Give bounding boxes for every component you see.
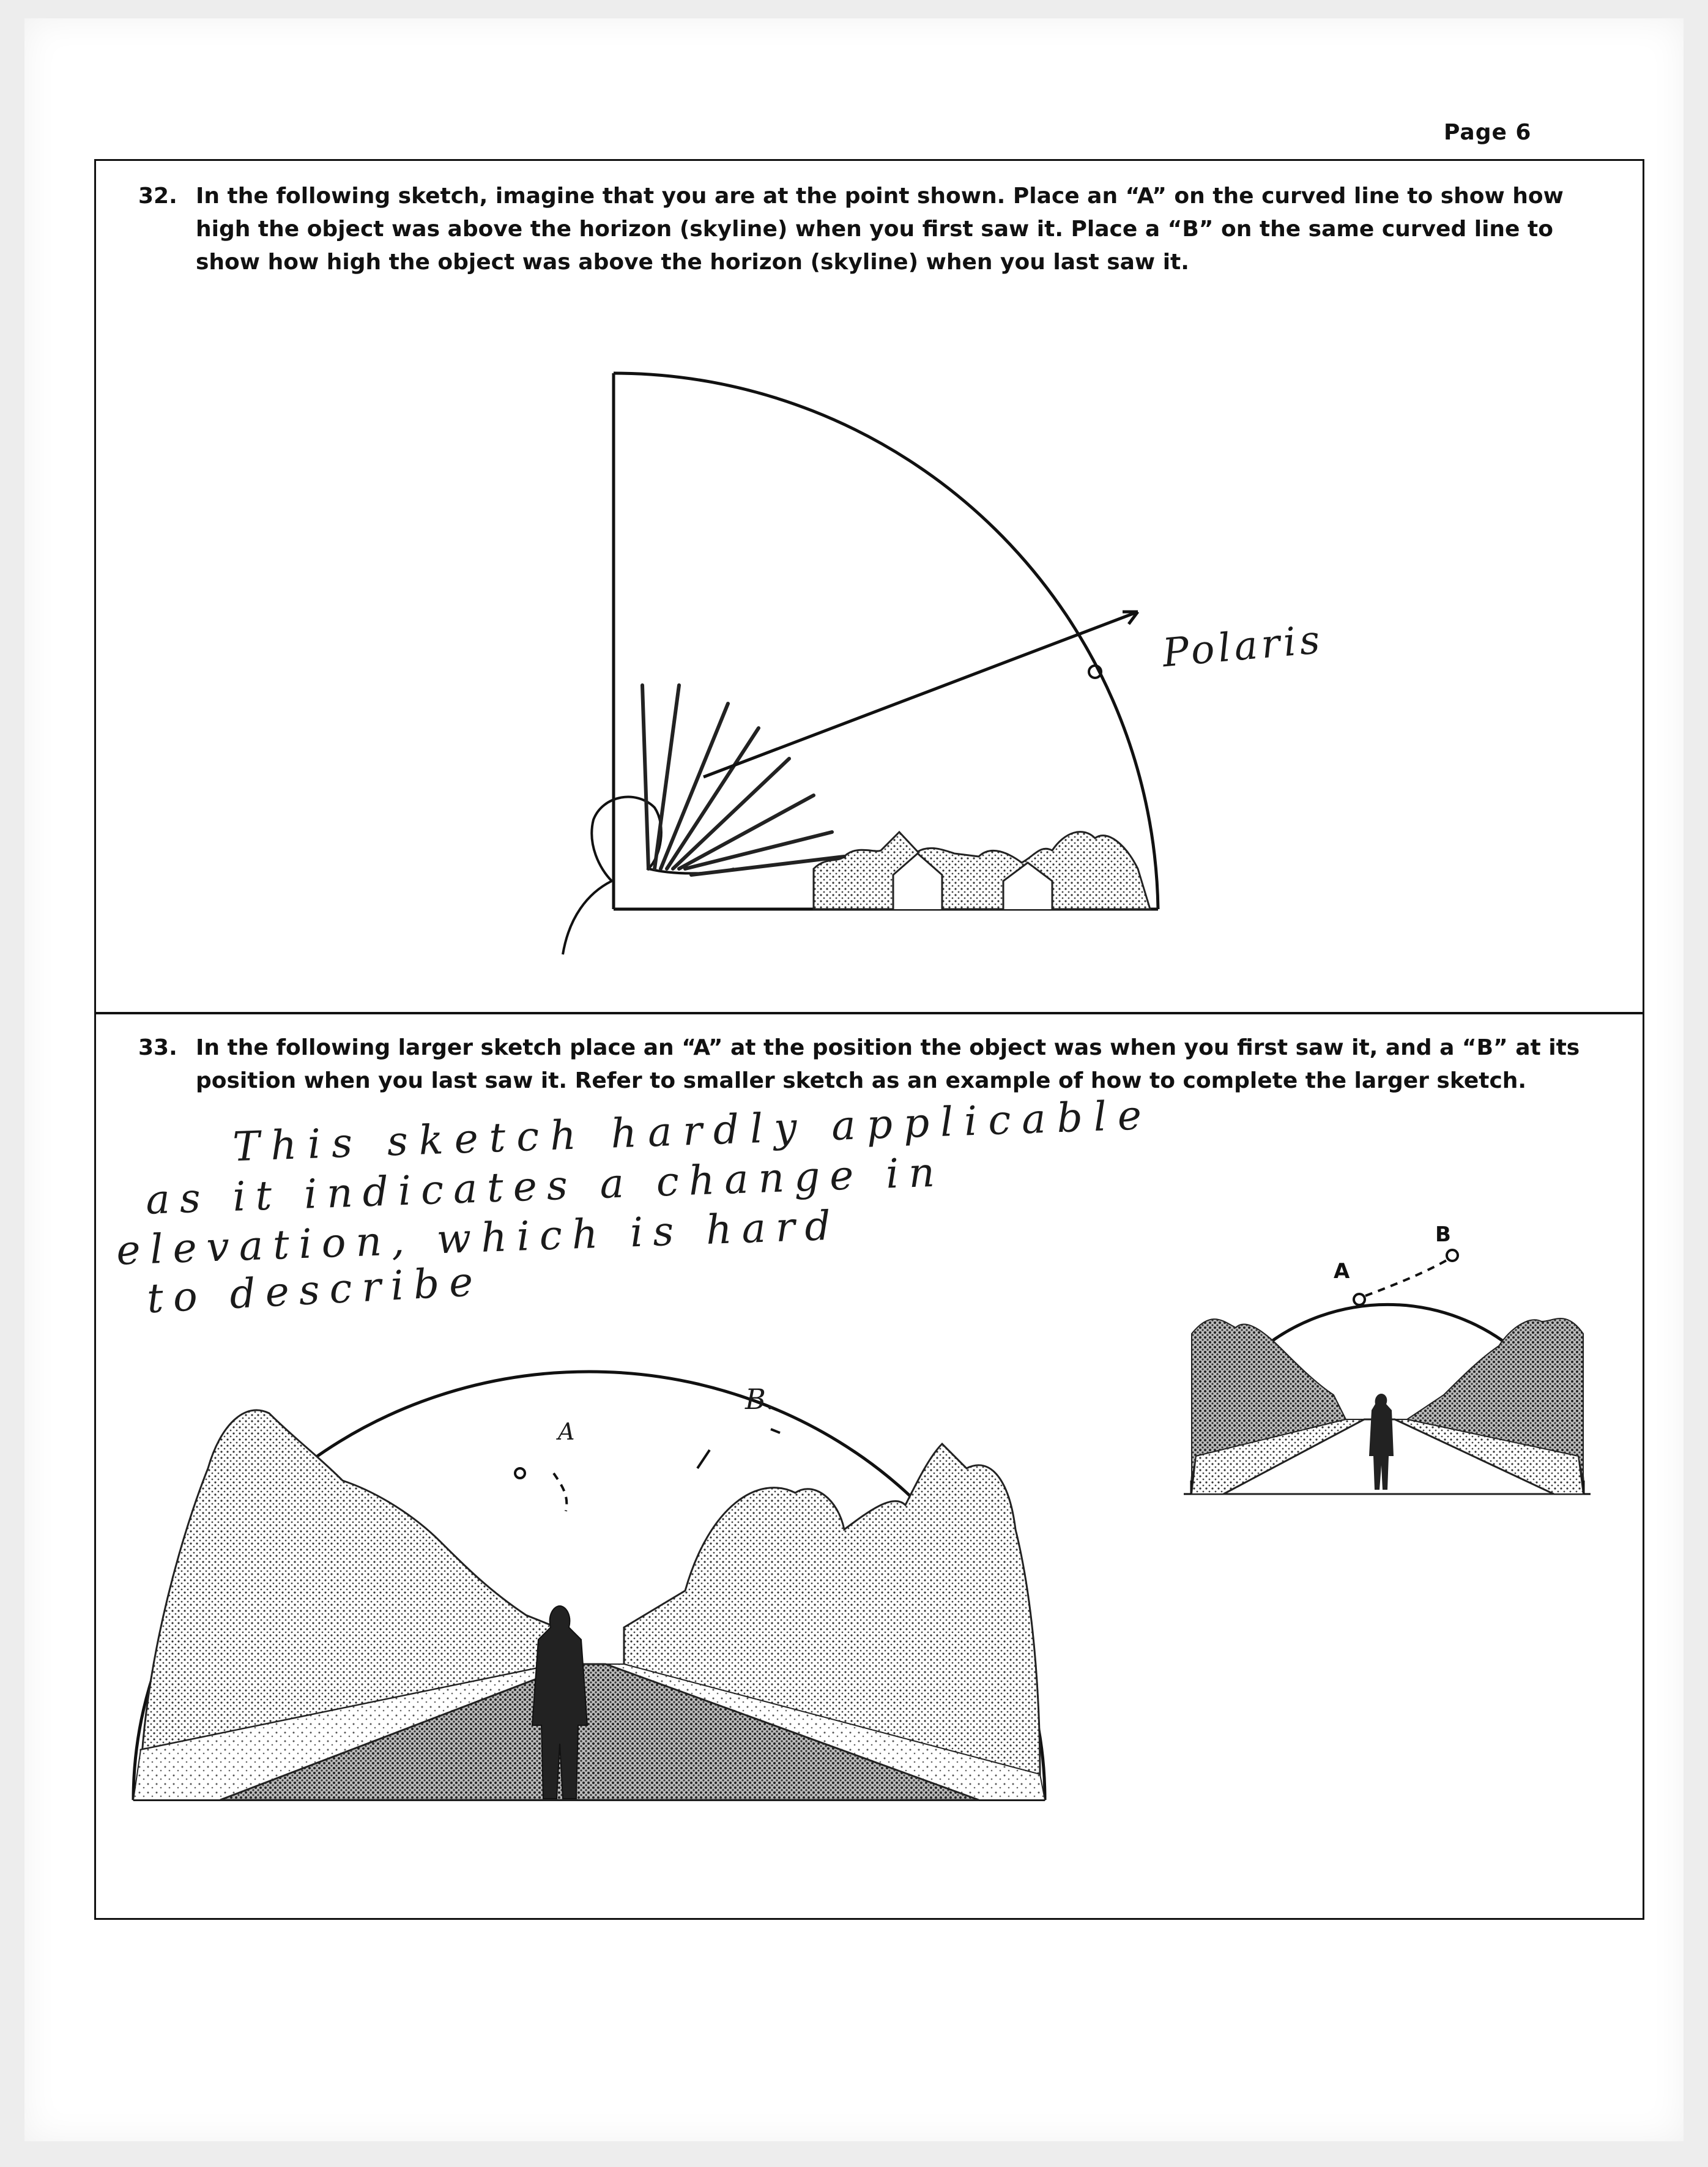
treeline-skyline — [814, 832, 1150, 909]
large-street-sketch — [133, 1372, 1045, 1800]
example-label-a: A — [1334, 1259, 1350, 1284]
handwritten-b-dot — [771, 1429, 780, 1433]
polaris-sight-line — [704, 612, 1138, 777]
pointing-arms — [642, 685, 844, 875]
handwritten-note-line-4: to describe — [146, 1257, 484, 1323]
small-b-mark — [1447, 1250, 1458, 1261]
small-dashed-path — [1365, 1259, 1449, 1296]
sky-arc — [614, 373, 1158, 909]
handwritten-note-line-3: elevation, which is hard — [116, 1202, 841, 1274]
page-number: Page 6 — [1444, 120, 1532, 145]
example-label-b: B — [1435, 1222, 1451, 1247]
handwritten-label-a: A — [558, 1418, 575, 1445]
handwritten-polaris: Polaris — [1160, 617, 1326, 677]
question-33-text: In the following larger sketch place an “A” at the position the object was when you first saw it, and a “B” at its position when you last saw it. Refer to smaller sketch as an example of how to complete the larger sketch. — [196, 1035, 1580, 1093]
small-a-mark — [1354, 1294, 1365, 1305]
question-32-number: 32. — [138, 184, 177, 209]
question-33-number: 33. — [138, 1035, 177, 1060]
small-example-sketch — [1184, 1250, 1591, 1494]
handwritten-b-stroke — [697, 1450, 710, 1468]
handwritten-note-line-2: as it indicates a change in — [145, 1148, 946, 1224]
quarter-circle-sketch — [563, 373, 1158, 954]
handwritten-note-line-1: This sketch hardly applicable — [232, 1091, 1154, 1171]
handwritten-a-mark — [515, 1468, 525, 1478]
handwritten-label-b: B. — [745, 1383, 775, 1416]
handwritten-dash-trail — [554, 1473, 566, 1511]
question-32-text: In the following sketch, imagine that you are at the point shown. Place an “A” on the curved line to show how high the object was above the horizon (skyline) when you first saw it. Place a “B” on the same curved line to show how high the object was above the horizon (skyline) when you last saw it. — [196, 184, 1564, 275]
